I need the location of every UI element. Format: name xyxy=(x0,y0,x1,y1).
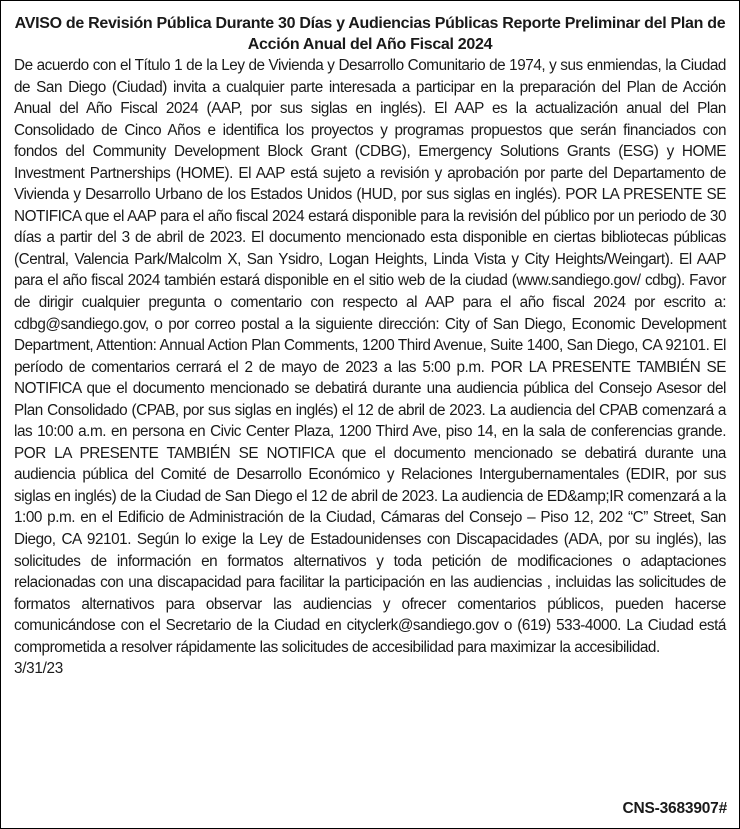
notice-date: 3/31/23 xyxy=(14,660,63,678)
notice-body: De acuerdo con el Título 1 de la Ley de Vivienda y Desarrollo Comunitario de 1974, y sus enmiendas, la Ciudad de San Diego (Ciudad) invita a cualquier parte interesada a participar en la preparación del Plan de Acción Anual del Año Fiscal 2024 (AAP, por sus siglas en inglés). El AAP es la actualización anual del Plan Consolidado de Cinco Años e identifica los proyectos y programas propuestos que serán financiados con fondos del Community Development Block Grant (CDBG), Emergency Solutions Grants (ESG) y HOME Investment Partnerships (HOME). El AAP está sujeto a revisión y aprobación por parte del Departamento de Vivienda y Desarrollo Urbano de los Estados Unidos (HUD, por sus siglas en inglés). POR LA PRESENTE SE NOTIFICA que el AAP para el año fiscal 2024 estará disponible para la revisión del público por un periodo de 30 días a partir del 3 de abril de 2023. El documento mencionado esta disponible en ciertas bibliotecas públicas (Central, Valencia Park/Malcolm X, San Ysidro, Logan Heights, Linda Vista y City Heights/Weingart). El AAP para el año fiscal 2024 también estará disponible en el sitio web de la ciudad (www.sandiego.gov/ cdbg). Favor de dirigir cualquier pregunta o comentario con respecto al AAP para el año fiscal 2024 por escrito a: cdbg@sandiego.gov, o por correo postal a la siguiente dirección: City of San Diego, Economic Development Department, Attention: Annual Action Plan Comments, 1200 Third Avenue, Suite 1400, San Diego, CA 92101. El período de comentarios cerrará el 2 de mayo de 2023 a las 5:00 p.m. POR LA PRESENTE TAMBIÉN SE NOTIFICA que el documento mencionado se debatirá durante una audiencia pública del Consejo Asesor del Plan Consolidado (CPAB, por sus siglas en inglés) el 12 de abril de 2023. La audiencia del CPAB comenzará a las 10:00 a.m. en persona en Civic Center Plaza, 1200 Third Ave, piso 14, en la sala de conferencias grande. POR LA PRESENTE TAMBIÉN SE NOTIFICA que el documento mencionado se debatirá durante una audiencia pública del Comité de Desarrollo Económico y Relaciones Intergubernamentales (EDIR, por sus siglas en inglés) de la Ciudad de San Diego el 12 de abril de 2023. La audiencia de ED&amp;IR comenzará a la 1:00 p.m. en el Edificio de Administración de la Ciudad, Cámaras del Consejo – Piso 12, 202 “C” Street, San Diego, CA 92101. Según lo exige la Ley de Estadounidenses con Discapacidades (ADA, por su inglés), las solicitudes de información en formatos alternativos y toda petición de modificaciones o adaptaciones relacionadas con una discapacidad para facilitar la participación en las audiencias , incluidas las solicitudes de formatos alternativos para observar las audiencias y ofrecer comentarios públicos, pueden hacerse comunicándose con el Secretario de la Ciudad en cityclerk@sandiego.gov o (619) 533-4000. La Ciudad está comprometida a resolver rápidamente las solicitudes de accesibilidad para maximizar la accesibilidad. xyxy=(14,57,726,656)
legal-notice xyxy=(14,13,726,680)
notice-reference-number: CNS-3683907# xyxy=(622,800,727,817)
notice-title: AVISO de Revisión Pública Durante 30 Días y Audiencias Públicas Reporte Preliminar del Plan de Acción Anual del Año Fiscal 2024 xyxy=(14,15,726,53)
